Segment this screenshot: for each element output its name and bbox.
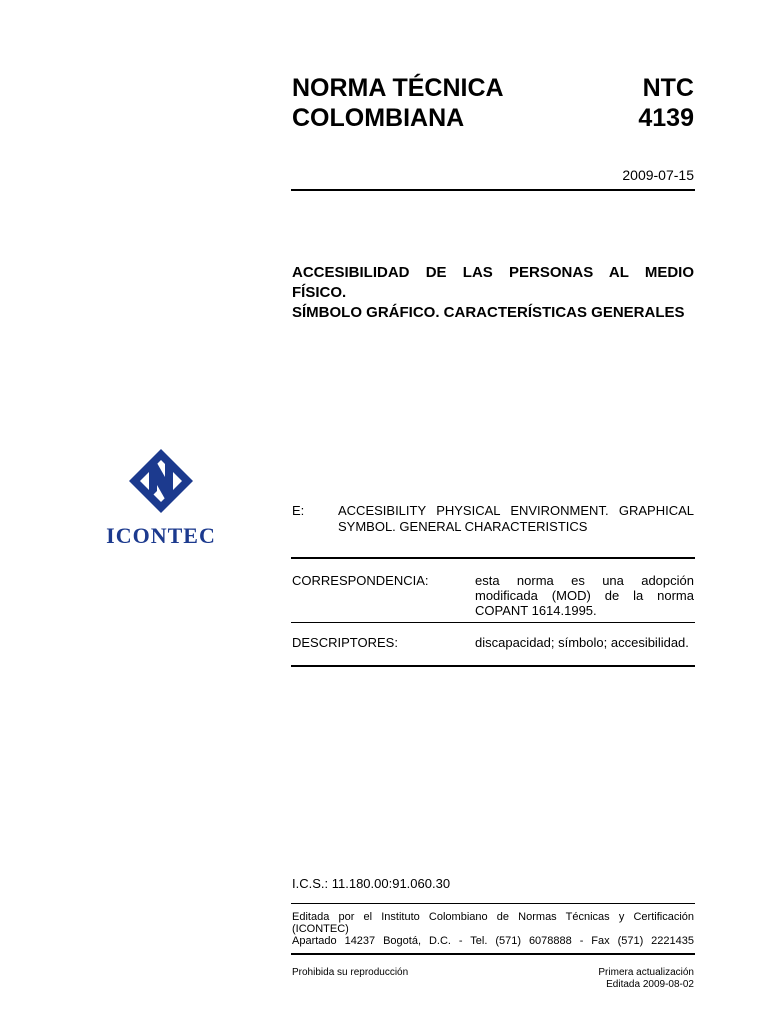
publication-date: 2009-07-15 [622, 167, 694, 183]
correspondencia-value [475, 573, 694, 618]
edition-note [292, 911, 694, 947]
reproduction-notice: Prohibida su reproducción [292, 967, 409, 978]
descriptores-label: DESCRIPTORES: [292, 635, 398, 650]
code-line-2: 4139 [638, 104, 694, 132]
standard-subject [292, 263, 694, 323]
correspondencia-line-2: modificada (MOD) de la norma [475, 588, 694, 603]
correspondencia-line-3: COPANT 1614.1995. [475, 603, 597, 618]
metadata-top-divider [291, 557, 695, 559]
update-label: Primera actualización [598, 967, 694, 978]
english-line-1: ACCESIBILITY PHYSICAL ENVIRONMENT. GRAPHICAL [338, 503, 694, 518]
icontec-emblem-icon [127, 447, 195, 515]
english-label: E: [292, 503, 305, 518]
title-line-1: NORMA TÉCNICA [292, 74, 504, 102]
edition-info [598, 967, 694, 991]
edition-line-2: Apartado 14237 Bogotá, D.C. - Tel. (571) 6078888 - Fax (571) 2221435 [292, 935, 694, 947]
metadata-bottom-divider [291, 665, 695, 667]
subject-line-1: ACCESIBILIDAD DE LAS PERSONAS AL MEDIO [292, 264, 694, 281]
correspondencia-label: CORRESPONDENCIA: [292, 573, 429, 588]
title-line-2: COLOMBIANA [292, 104, 465, 132]
subject-line-2: FÍSICO. [292, 284, 347, 301]
metadata-middle-divider [291, 622, 695, 623]
icontec-wordmark: ICONTEC [106, 523, 216, 548]
ics-code: I.C.S.: 11.180.00:91.060.30 [292, 876, 451, 891]
subject-line-3: SÍMBOLO GRÁFICO. CARACTERÍSTICAS GENERALES [292, 304, 685, 321]
edition-line-1: Editada por el Instituto Colombiano de Normas Técnicas y Certificación (ICONTEC) [292, 911, 694, 935]
edition-top-divider [291, 903, 695, 904]
english-title [338, 503, 694, 535]
descriptores-value: discapacidad; símbolo; accesibilidad. [475, 635, 689, 650]
footer-divider [291, 953, 695, 955]
correspondencia-line-1: esta norma es una adopción [475, 573, 694, 588]
document-title [292, 73, 504, 133]
english-line-2: SYMBOL. GENERAL CHARACTERISTICS [338, 519, 588, 534]
header-divider [291, 189, 695, 191]
edited-date: Editada 2009-08-02 [606, 979, 694, 990]
icontec-logo [104, 447, 218, 549]
standard-code [638, 73, 694, 133]
code-line-1: NTC [642, 74, 694, 102]
